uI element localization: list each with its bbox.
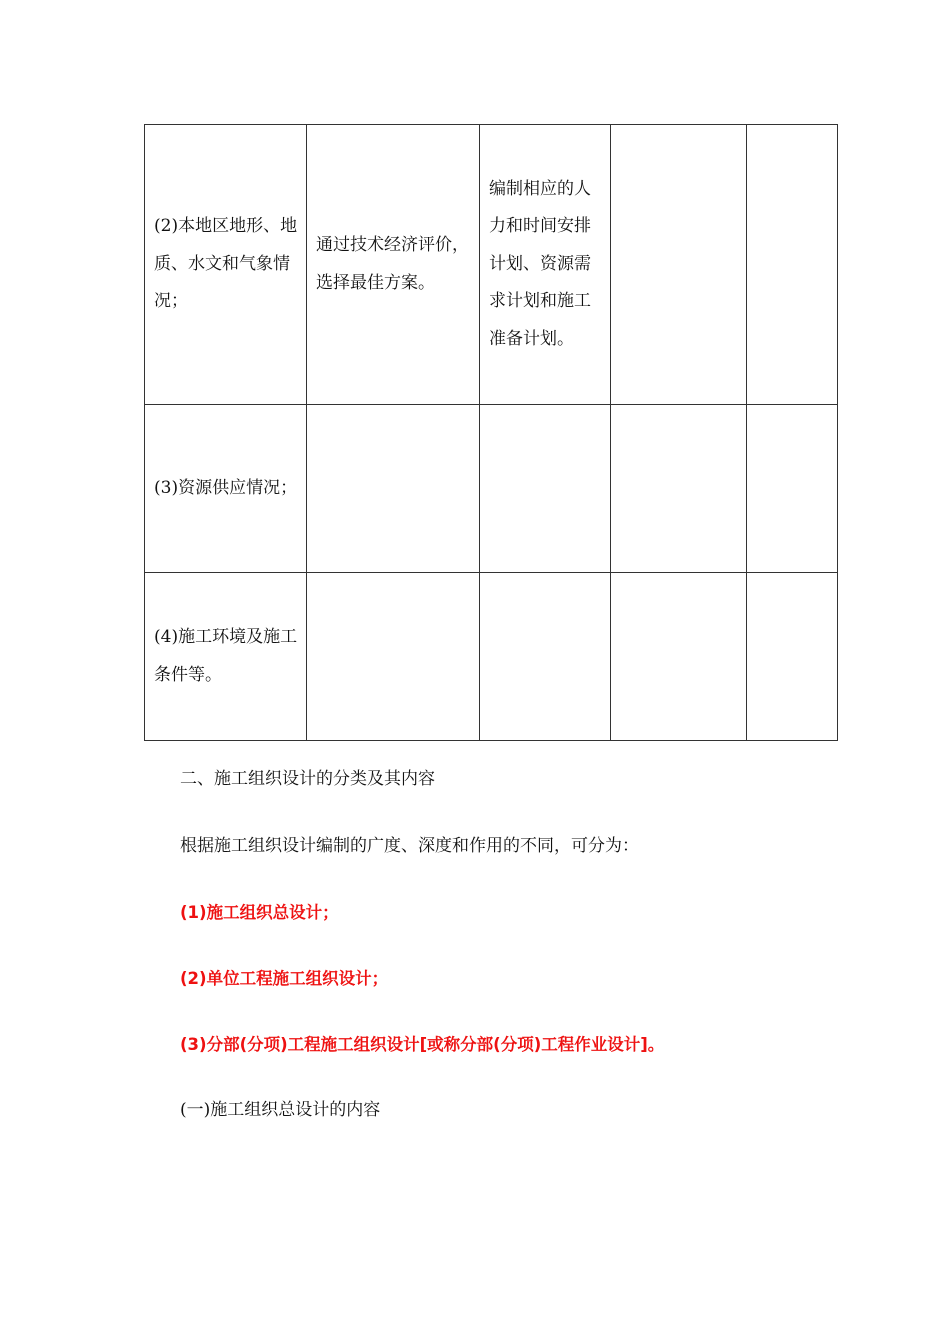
table-cell <box>480 405 611 573</box>
cell-text: 通过技术经济评价，选择最佳方案。 <box>316 235 469 293</box>
classification-item-3: (3)分部(分项)工程施工组织设计[或称分部(分项)工程作业设计]。 <box>180 1035 665 1054</box>
table-cell <box>611 405 747 573</box>
classification-item-2: (2)单位工程施工组织设计； <box>180 969 389 988</box>
section-heading: 二、施工组织设计的分类及其内容 <box>180 769 435 789</box>
subsection-heading: (一)施工组织总设计的内容 <box>180 1100 381 1120</box>
cell-text: (3)资源供应情况； <box>154 477 298 498</box>
table-cell <box>307 125 480 405</box>
table-cell <box>145 573 307 741</box>
classification-item-1: (1)施工组织总设计； <box>180 903 339 922</box>
content-table <box>144 124 838 741</box>
table-cell <box>307 573 480 741</box>
table-row <box>145 125 838 405</box>
table-cell <box>611 125 747 405</box>
table-cell <box>611 573 747 741</box>
intro-paragraph: 根据施工组织设计编制的广度、深度和作用的不同，可分为： <box>180 836 639 856</box>
table-cell <box>145 125 307 405</box>
cell-text: (2)本地区地形、地质、水文和气象情况； <box>154 216 298 312</box>
table-cell <box>747 573 838 741</box>
table-row <box>145 405 838 573</box>
cell-text: (4)施工环境及施工条件等。 <box>154 627 298 685</box>
table-cell <box>747 405 838 573</box>
table-cell <box>480 573 611 741</box>
table-cell <box>747 125 838 405</box>
table-cell <box>307 405 480 573</box>
table-cell <box>145 405 307 573</box>
table-cell <box>480 125 611 405</box>
table-row <box>145 573 838 741</box>
cell-text: 编制相应的人力和时间安排计划、资源需求计划和施工准备计划。 <box>489 178 591 349</box>
